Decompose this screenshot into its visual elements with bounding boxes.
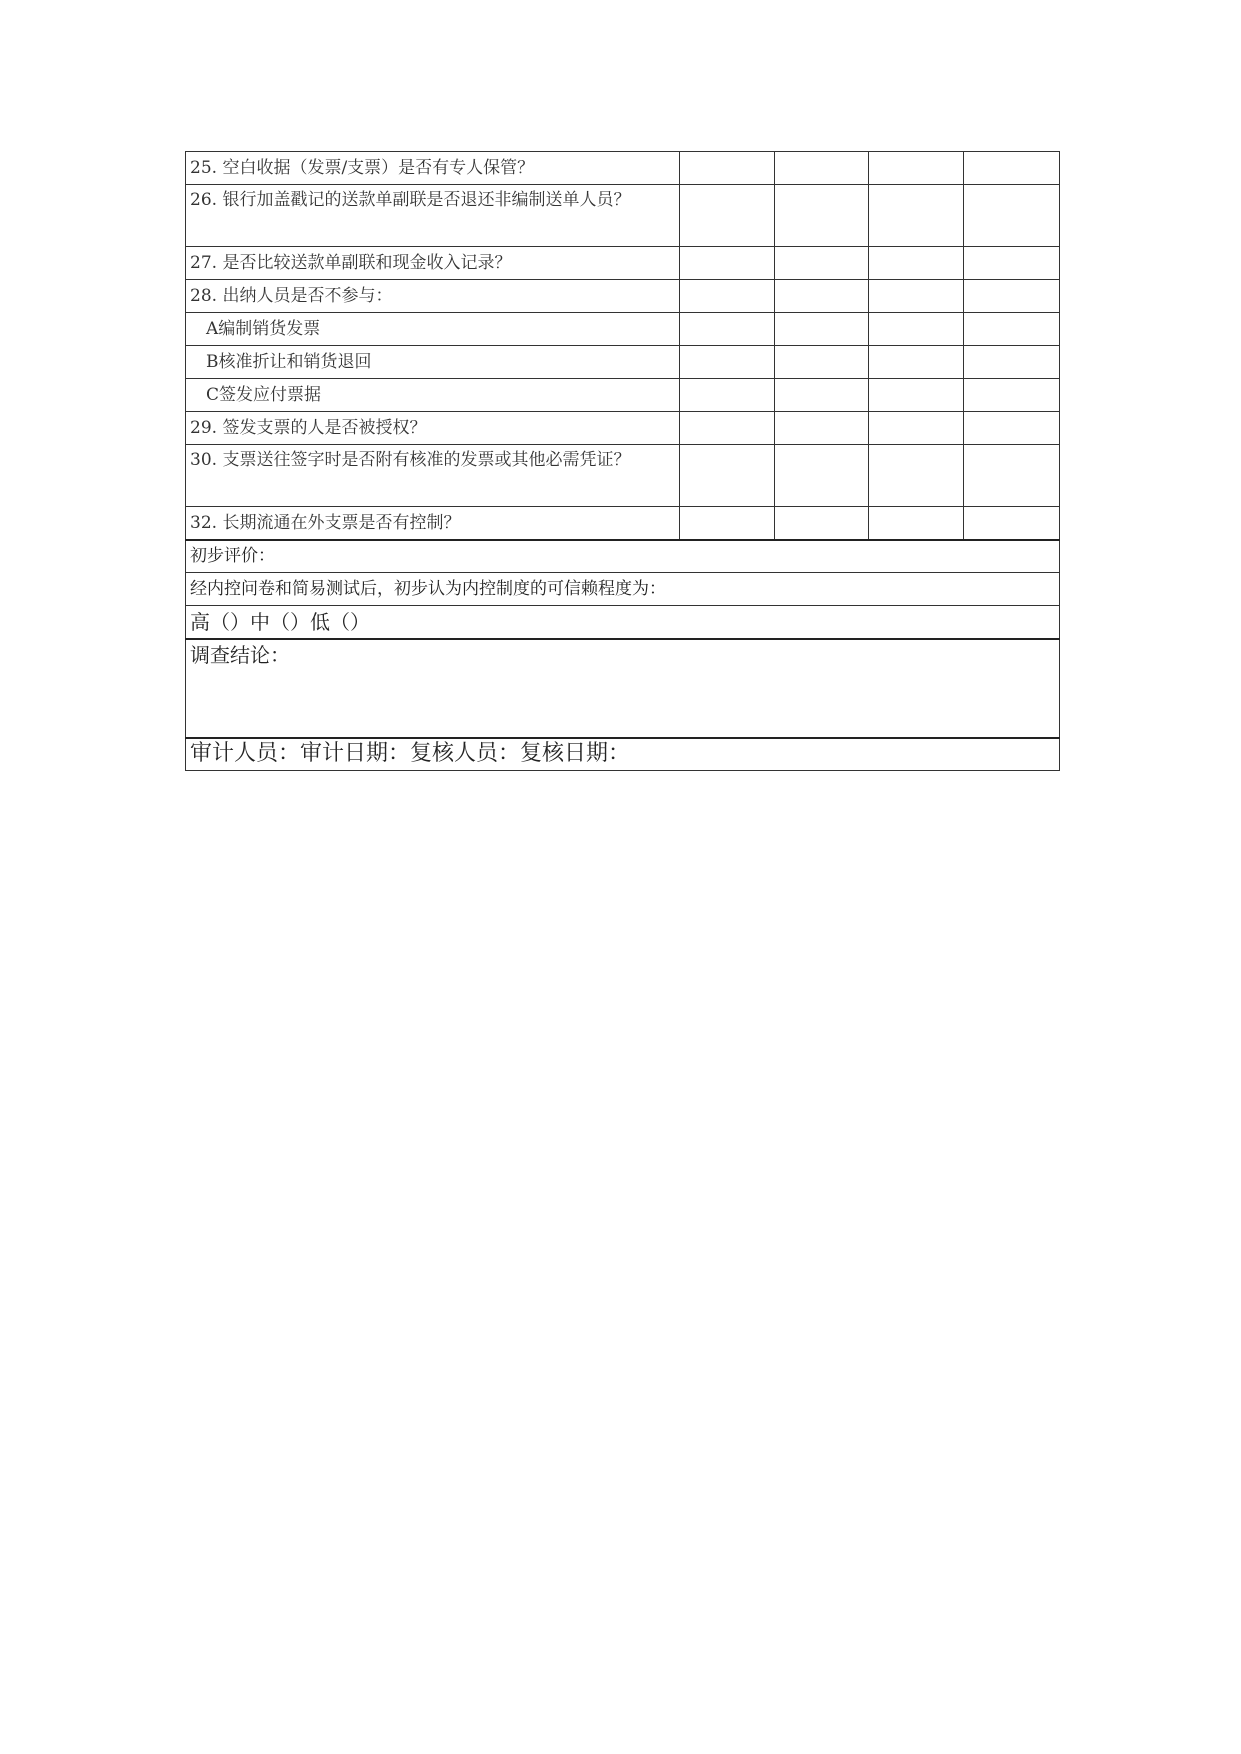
answer-cell-no[interactable] xyxy=(775,346,869,379)
question-text: 26. 银行加盖戳记的送款单副联是否退还非编制送单人员？ xyxy=(186,185,680,247)
answer-cell-yes[interactable] xyxy=(680,247,775,280)
answer-cell-no[interactable] xyxy=(775,313,869,346)
answer-cell-no[interactable] xyxy=(775,379,869,412)
evaluation-heading: 初步评价： xyxy=(186,540,1060,573)
signoff-line[interactable]: 审计人员：审计日期：复核人员：复核日期： xyxy=(186,738,1060,771)
answer-cell-remark[interactable] xyxy=(964,313,1060,346)
question-row-29 xyxy=(186,412,1060,445)
answer-cell-na[interactable] xyxy=(869,247,964,280)
answer-cell-na[interactable] xyxy=(869,412,964,445)
evaluation-heading-row xyxy=(186,540,1060,573)
answer-cell-na[interactable] xyxy=(869,507,964,540)
answer-cell-yes[interactable] xyxy=(680,412,775,445)
question-text: C签发应付票据 xyxy=(186,379,680,412)
question-row-26 xyxy=(186,185,1060,247)
answer-cell-na[interactable] xyxy=(869,152,964,185)
answer-cell-yes[interactable] xyxy=(680,445,775,507)
answer-cell-yes[interactable] xyxy=(680,280,775,313)
answer-cell-remark[interactable] xyxy=(964,247,1060,280)
answer-cell-remark[interactable] xyxy=(964,445,1060,507)
answer-cell-no[interactable] xyxy=(775,412,869,445)
question-text: 25. 空白收据（发票/支票）是否有专人保管？ xyxy=(186,152,680,185)
answer-cell-remark[interactable] xyxy=(964,412,1060,445)
answer-cell-remark[interactable] xyxy=(964,379,1060,412)
question-row-28a xyxy=(186,313,1060,346)
question-text: 28. 出纳人员是否不参与： xyxy=(186,280,680,313)
answer-cell-no[interactable] xyxy=(775,280,869,313)
question-row-25 xyxy=(186,152,1060,185)
answer-cell-yes[interactable] xyxy=(680,185,775,247)
answer-cell-na[interactable] xyxy=(869,379,964,412)
answer-cell-yes[interactable] xyxy=(680,346,775,379)
question-text: 27. 是否比较送款单副联和现金收入记录？ xyxy=(186,247,680,280)
internal-control-questionnaire-table xyxy=(185,151,1060,771)
question-row-28 xyxy=(186,280,1060,313)
question-text: B核准折让和销货退回 xyxy=(186,346,680,379)
question-text: 32. 长期流通在外支票是否有控制？ xyxy=(186,507,680,540)
answer-cell-na[interactable] xyxy=(869,445,964,507)
answer-cell-no[interactable] xyxy=(775,507,869,540)
answer-cell-remark[interactable] xyxy=(964,507,1060,540)
question-row-28b xyxy=(186,346,1060,379)
question-text: 30. 支票送往签字时是否附有核准的发票或其他必需凭证？ xyxy=(186,445,680,507)
reliability-levels-row xyxy=(186,606,1060,639)
question-text: A编制销货发票 xyxy=(186,313,680,346)
signoff-row xyxy=(186,738,1060,771)
conclusion-heading[interactable]: 调查结论： xyxy=(186,639,1060,738)
answer-cell-na[interactable] xyxy=(869,185,964,247)
answer-cell-yes[interactable] xyxy=(680,379,775,412)
question-row-30 xyxy=(186,445,1060,507)
evaluation-statement: 经内控问卷和简易测试后，初步认为内控制度的可信赖程度为： xyxy=(186,573,1060,606)
answer-cell-no[interactable] xyxy=(775,152,869,185)
conclusion-row xyxy=(186,639,1060,738)
answer-cell-yes[interactable] xyxy=(680,152,775,185)
question-row-32 xyxy=(186,507,1060,540)
question-row-27 xyxy=(186,247,1060,280)
answer-cell-na[interactable] xyxy=(869,346,964,379)
question-text: 29. 签发支票的人是否被授权？ xyxy=(186,412,680,445)
answer-cell-remark[interactable] xyxy=(964,346,1060,379)
answer-cell-no[interactable] xyxy=(775,445,869,507)
answer-cell-na[interactable] xyxy=(869,313,964,346)
answer-cell-na[interactable] xyxy=(869,280,964,313)
answer-cell-no[interactable] xyxy=(775,247,869,280)
answer-cell-remark[interactable] xyxy=(964,185,1060,247)
answer-cell-no[interactable] xyxy=(775,185,869,247)
reliability-levels[interactable]: 高（）中（）低（） xyxy=(186,606,1060,639)
question-row-28c xyxy=(186,379,1060,412)
answer-cell-remark[interactable] xyxy=(964,280,1060,313)
answer-cell-yes[interactable] xyxy=(680,507,775,540)
evaluation-statement-row xyxy=(186,573,1060,606)
answer-cell-yes[interactable] xyxy=(680,313,775,346)
answer-cell-remark[interactable] xyxy=(964,152,1060,185)
